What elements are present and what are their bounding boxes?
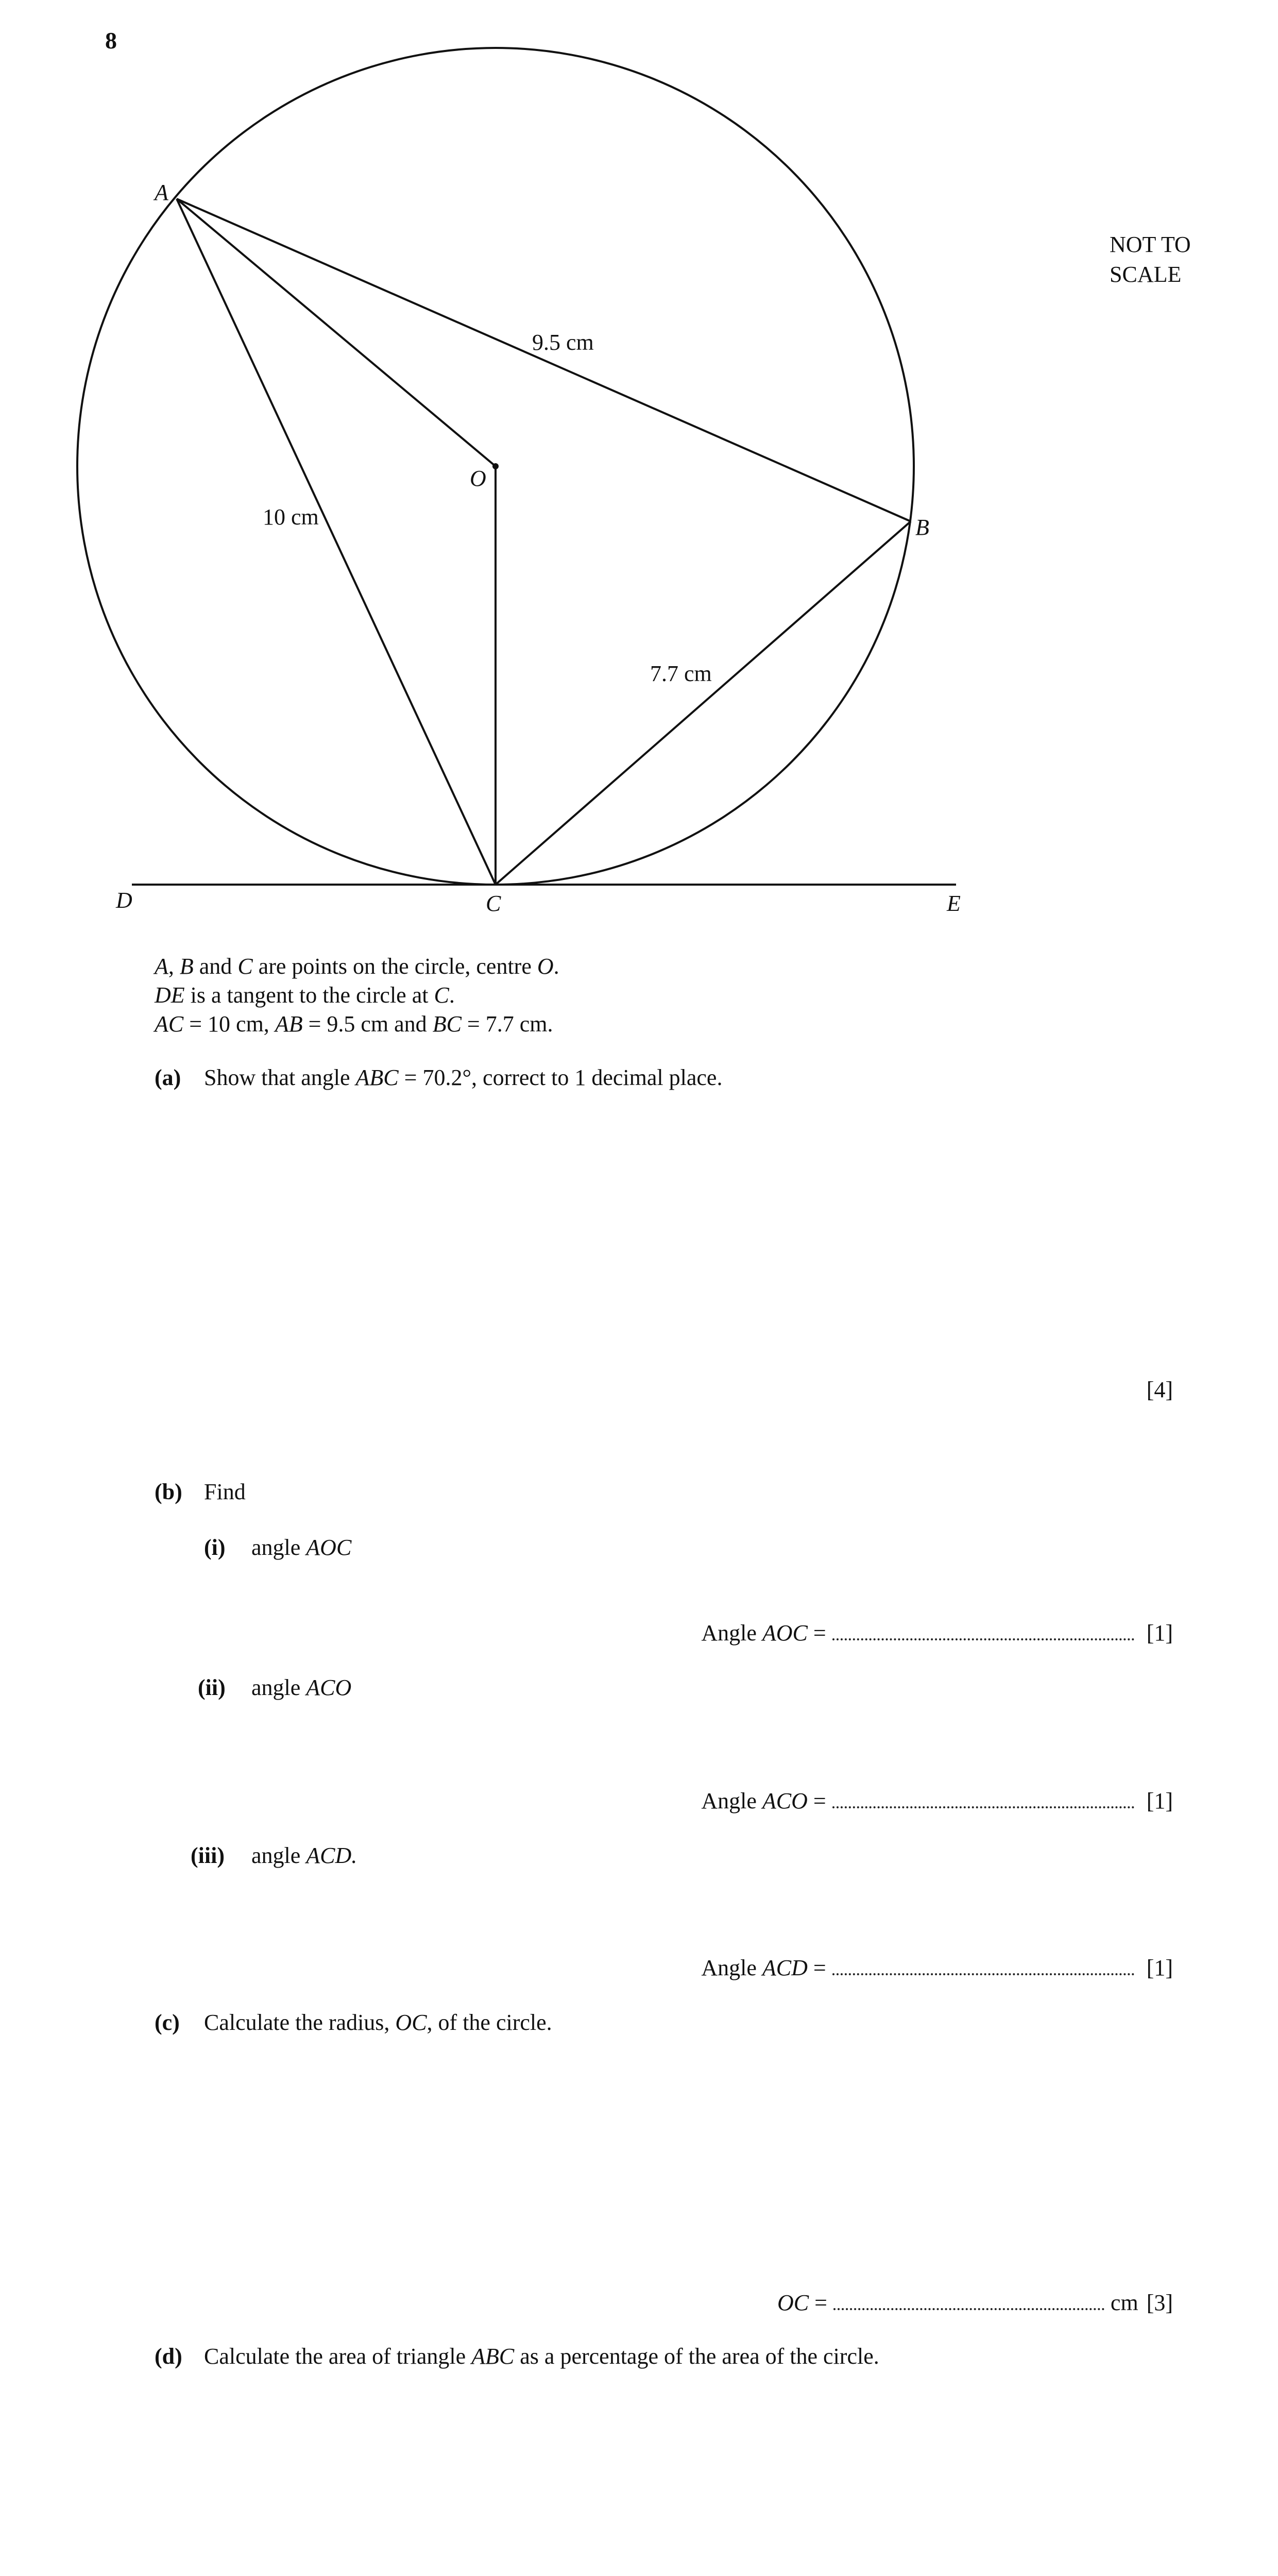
point-label-o: O: [470, 466, 486, 491]
centre-point: [492, 463, 499, 469]
premise-line-2: [155, 982, 455, 1008]
answer-line-b-ii[interactable]: [832, 1803, 1134, 1808]
part-b-ii-angle: ACO: [306, 1675, 352, 1700]
part-b-iii-label: (iii): [191, 1843, 225, 1868]
answer-line-c[interactable]: [833, 2305, 1104, 2310]
part-d-question: [155, 2345, 879, 2368]
part-c-answer-row: [777, 2292, 1173, 2314]
chord-ac: [177, 199, 496, 885]
answer-line-b-i[interactable]: [832, 1635, 1134, 1640]
premise-sep: ,: [168, 954, 180, 979]
answer-eq: =: [807, 1955, 826, 1980]
circle-diagram: [0, 0, 1278, 927]
premise-de: DE: [155, 982, 185, 1008]
premise-end: .: [449, 982, 455, 1008]
radius-oa: [177, 199, 496, 466]
part-c-unit: cm: [1110, 2290, 1138, 2315]
premise-and: and: [193, 954, 238, 979]
premise-point-o: O: [537, 954, 554, 979]
part-b-i-answer-row: [701, 1622, 1173, 1645]
part-c-text: Calculate the radius,: [204, 2010, 396, 2035]
point-label-c: C: [486, 891, 501, 916]
part-b-i-angle: AOC: [306, 1535, 352, 1560]
answer-angle: ACD: [762, 1955, 808, 1980]
answer-eq: =: [809, 2290, 827, 2315]
chord-ab: [177, 199, 911, 521]
premise-bc: BC: [432, 1011, 462, 1037]
point-label-a: A: [155, 180, 168, 205]
part-c-question: [155, 2011, 552, 2034]
point-label-e: E: [947, 891, 961, 916]
part-b-iii-answer-row: [701, 1957, 1173, 1979]
premise-eq: = 9.5 cm and: [302, 1011, 433, 1037]
premise-eq: = 10 cm,: [183, 1011, 275, 1037]
part-b-i-question: [204, 1536, 351, 1559]
not-to-scale-note: NOT TO SCALE: [1110, 232, 1191, 287]
part-b-label: (b): [155, 1479, 182, 1504]
premise-point-b: B: [179, 954, 194, 979]
part-b-iii-marks: [1]: [1146, 1955, 1173, 1980]
part-c-marks: [3]: [1146, 2290, 1173, 2315]
point-label-d: D: [116, 888, 132, 913]
answer-eq: =: [807, 1620, 826, 1646]
premise-point-c: C: [434, 982, 449, 1008]
premise-line-1: [155, 953, 559, 979]
point-label-b: B: [915, 515, 929, 540]
answer-line-b-iii[interactable]: [832, 1970, 1134, 1975]
part-c-text-after: , of the circle.: [427, 2010, 552, 2035]
part-c-var: OC: [395, 2010, 427, 2035]
premise-line-3: [155, 1011, 553, 1037]
part-a-text-after: = 70.2°, correct to 1 decimal place.: [398, 1065, 723, 1090]
premise-point-c: C: [237, 954, 253, 979]
part-b-question: [155, 1481, 246, 1503]
part-a-text: Show that angle: [204, 1065, 356, 1090]
answer-eq: =: [807, 1788, 826, 1814]
answer-angle: AOC: [762, 1620, 808, 1646]
part-c-label: (c): [155, 2010, 180, 2035]
question-number: 8: [105, 27, 117, 54]
part-d-label: (d): [155, 2344, 182, 2369]
length-label-ab: 9.5 cm: [532, 330, 594, 355]
answer-prefix: Angle: [701, 1955, 762, 1980]
premise-ab: AB: [275, 1011, 303, 1037]
part-b-ii-marks: [1]: [1146, 1788, 1173, 1814]
part-b-text: Find: [204, 1479, 246, 1504]
answer-prefix: Angle: [701, 1788, 762, 1814]
part-d-text-after: as a percentage of the area of the circle.: [514, 2344, 879, 2369]
premise-text: are points on the circle, centre: [252, 954, 537, 979]
length-label-bc: 7.7 cm: [650, 661, 712, 686]
answer-var: OC: [777, 2290, 809, 2315]
part-b-iii-text: angle: [251, 1843, 306, 1868]
part-b-ii-text: angle: [251, 1675, 306, 1700]
premise-ac: AC: [155, 1011, 184, 1037]
part-b-i-text: angle: [251, 1535, 306, 1560]
part-a-marks: [4]: [1146, 1377, 1173, 1402]
part-b-ii-label: (ii): [198, 1675, 226, 1700]
premise-eq: = 7.7 cm.: [461, 1011, 553, 1037]
premise-point-a: A: [155, 954, 168, 979]
part-d-var: ABC: [471, 2344, 515, 2369]
part-b-iii-angle: ACD.: [306, 1843, 357, 1868]
part-b-i-marks: [1]: [1146, 1620, 1173, 1646]
part-d-text: Calculate the area of triangle: [204, 2344, 472, 2369]
premise-end: .: [553, 954, 559, 979]
answer-prefix: Angle: [701, 1620, 762, 1646]
length-label-ac: 10 cm: [263, 504, 319, 530]
part-b-iii-question: [191, 1844, 357, 1867]
answer-angle: ACO: [762, 1788, 808, 1814]
part-b-ii-question: [198, 1676, 351, 1699]
premise-text: is a tangent to the circle at: [184, 982, 434, 1008]
part-b-ii-answer-row: [701, 1790, 1173, 1812]
part-a-question: [155, 1066, 722, 1089]
part-a-label: (a): [155, 1065, 181, 1090]
part-b-i-label: (i): [204, 1535, 226, 1560]
part-a-angle: ABC: [355, 1065, 399, 1090]
